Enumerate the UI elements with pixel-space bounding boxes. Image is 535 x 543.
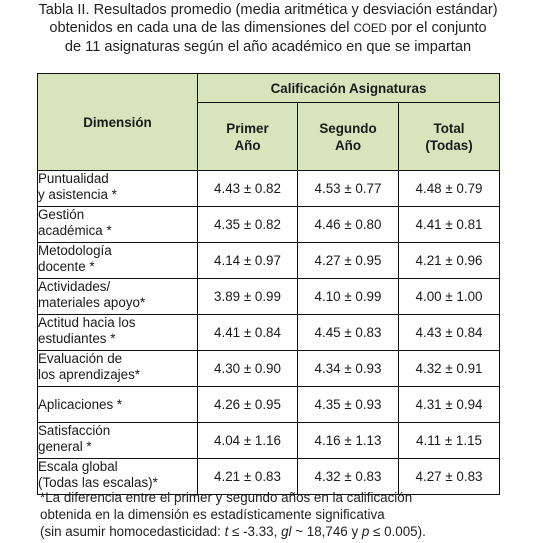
value-primer-ano: 4.35 ± 0.82 xyxy=(198,207,298,243)
value-primer-ano: 4.14 ± 0.97 xyxy=(198,243,298,279)
table-row xyxy=(38,207,500,243)
col-header-primer-ano xyxy=(198,103,298,171)
value-total: 4.11 ± 1.15 xyxy=(399,423,500,459)
footnote-symbol-t: t xyxy=(224,524,229,539)
value-segundo-ano: 4.53 ± 0.77 xyxy=(298,171,399,207)
caption-acronym: COED xyxy=(353,23,387,35)
footnote-line-1: *La diferencia entre el primer y segundo años en la calificación xyxy=(40,490,413,505)
footnote-line-3 xyxy=(40,523,535,540)
table-body xyxy=(38,171,500,495)
caption-line-2 xyxy=(4,19,532,38)
col-header-total xyxy=(399,103,500,171)
value-primer-ano: 4.41 ± 0.84 xyxy=(198,315,298,351)
row-label xyxy=(38,171,198,207)
value-primer-ano: 3.89 ± 0.99 xyxy=(198,279,298,315)
value-primer-ano: 4.21 ± 0.83 xyxy=(198,459,298,495)
row-label xyxy=(38,315,198,351)
value-segundo-ano: 4.45 ± 0.83 xyxy=(298,315,399,351)
table-row xyxy=(38,423,500,459)
caption-line-1: Tabla II. Resultados promedio (media aritmética y desviación estándar) xyxy=(38,2,498,18)
footnote-text: (sin asumir homocedasticidad: xyxy=(40,524,225,539)
table-row xyxy=(38,243,500,279)
row-label-line: Metodología xyxy=(38,243,112,258)
col-header-line: Segundo xyxy=(319,120,377,136)
row-label xyxy=(38,207,198,243)
value-primer-ano: 4.04 ± 1.16 xyxy=(198,423,298,459)
value-segundo-ano: 4.27 ± 0.95 xyxy=(298,243,399,279)
col-header-line: Año xyxy=(234,137,261,153)
row-label-line: Actitud hacia los xyxy=(38,315,136,330)
value-segundo-ano: 4.32 ± 0.83 xyxy=(298,459,399,495)
footnote-text: ≤ 0.005). xyxy=(369,524,426,539)
value-total: 4.31 ± 0.94 xyxy=(399,387,500,423)
value-primer-ano: 4.30 ± 0.90 xyxy=(198,351,298,387)
value-segundo-ano: 4.35 ± 0.93 xyxy=(298,387,399,423)
results-table xyxy=(37,73,500,495)
value-total: 4.27 ± 0.83 xyxy=(399,459,500,495)
value-total: 4.43 ± 0.84 xyxy=(399,315,500,351)
footnote xyxy=(40,489,535,540)
row-label xyxy=(38,279,198,315)
value-segundo-ano: 4.10 ± 0.99 xyxy=(298,279,399,315)
row-label-line: Puntualidad xyxy=(38,171,109,186)
row-label-line: materiales apoyo* xyxy=(38,294,146,310)
footnote-text: ≤ -3.33, xyxy=(228,524,282,539)
group-header: Calificación Asignaturas xyxy=(198,74,500,103)
table-row xyxy=(38,279,500,315)
value-total: 4.48 ± 0.79 xyxy=(399,171,500,207)
table-row xyxy=(38,171,500,207)
row-label-line: Escala global xyxy=(38,459,118,474)
col-header-segundo-ano xyxy=(298,103,399,171)
row-label-line: Satisfacción xyxy=(38,423,111,438)
caption-line-3: de 11 asignaturas según el año académico en que se impartan xyxy=(64,39,472,55)
col-header-line: Total xyxy=(433,120,465,136)
value-total: 4.41 ± 0.81 xyxy=(399,207,500,243)
row-label-line: Actividades/ xyxy=(38,279,111,294)
table-row xyxy=(38,387,500,423)
value-total: 4.00 ± 1.00 xyxy=(399,279,500,315)
row-label-line: Evaluación de xyxy=(38,351,123,366)
row-label-line: y asistencia * xyxy=(38,186,117,202)
value-segundo-ano: 4.34 ± 0.93 xyxy=(298,351,399,387)
row-label-line: académica * xyxy=(38,222,112,238)
row-label-line: (Todas las escalas)* xyxy=(38,474,158,490)
dimension-header: Dimensión xyxy=(38,74,198,171)
value-total: 4.32 ± 0.91 xyxy=(399,351,500,387)
table-caption xyxy=(4,1,532,56)
value-segundo-ano: 4.46 ± 0.80 xyxy=(298,207,399,243)
row-label-line: los aprendizajes* xyxy=(38,366,140,382)
caption-line-2-post: por el conjunto xyxy=(386,20,487,36)
row-label xyxy=(38,387,198,423)
caption-line-2-pre: obtenidos en cada una de las dimensiones del xyxy=(49,20,354,36)
col-header-line: (Todas) xyxy=(425,137,473,153)
value-total: 4.21 ± 0.96 xyxy=(399,243,500,279)
table-row xyxy=(38,351,500,387)
col-header-line: Año xyxy=(334,137,362,153)
row-label xyxy=(38,243,198,279)
value-primer-ano: 4.26 ± 0.95 xyxy=(198,387,298,423)
row-label-line: Aplicaciones * xyxy=(38,396,123,412)
col-header-line: Primer xyxy=(226,120,269,136)
footnote-line-2: obtenida en la dimensión es estadísticamente significativa xyxy=(40,507,385,522)
row-label xyxy=(38,423,198,459)
footnote-symbol-p: p xyxy=(361,524,370,539)
footnote-symbol-gl: gl xyxy=(281,524,292,539)
value-segundo-ano: 4.16 ± 1.13 xyxy=(298,423,399,459)
row-label-line: estudiantes * xyxy=(38,330,116,346)
value-primer-ano: 4.43 ± 0.82 xyxy=(198,171,298,207)
footnote-text: ~ 18,746 y xyxy=(291,524,362,539)
table-row xyxy=(38,315,500,351)
row-label-line: docente * xyxy=(38,258,95,274)
row-label xyxy=(38,351,198,387)
row-label-line: Gestión xyxy=(38,207,85,222)
row-label-line: general * xyxy=(38,438,92,454)
